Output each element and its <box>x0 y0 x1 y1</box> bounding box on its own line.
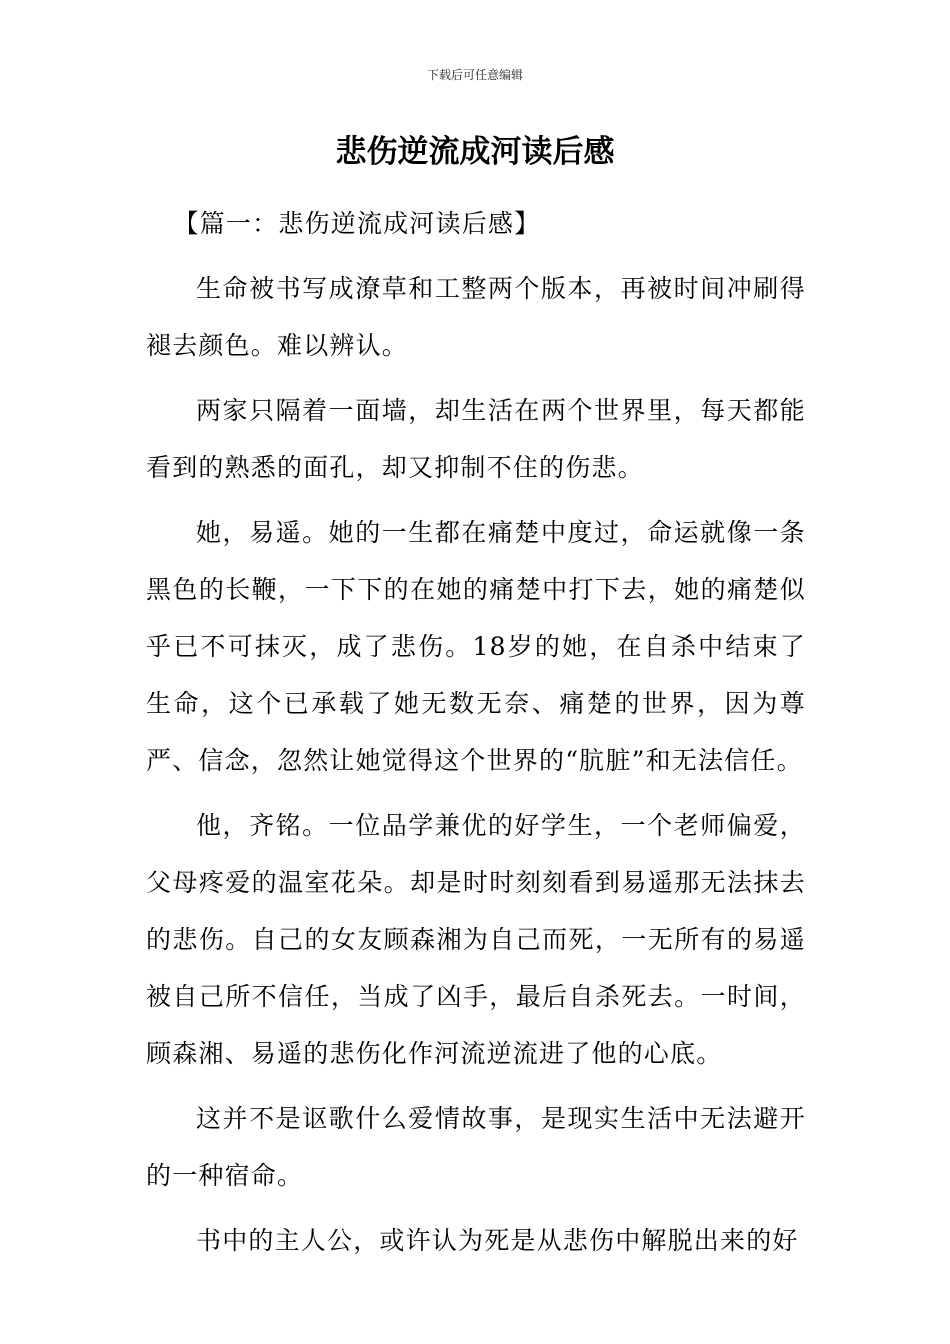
document-title: 悲伤逆流成河读后感 <box>335 134 615 170</box>
paragraph-3: 她，易遥。她的一生都在痛楚中度过，命运就像一条黑色的长鞭，一下下的在她的痛楚中打下去，她的痛楚似乎已不可抹灭，成了悲伤。18岁的她，在自杀中结束了生命，这个已承载了她无数无奈、痛楚的世界，因为尊严、信念，忽然让她觉得这个世界的“肮脏”和无法信任。 <box>146 518 806 775</box>
document-body <box>146 195 806 1277</box>
paragraph-6: 书中的主人公，或许认为死是从悲伤中解脱出来的好 <box>196 1226 799 1255</box>
paragraph-5: 这并不是讴歌什么爱情故事，是现实生活中无法避开的一种宿命。 <box>146 1104 806 1190</box>
header-note: 下载后可任意编辑 <box>426 68 523 82</box>
paragraph-4: 他，齐铭。一位品学兼优的好学生，一个老师偏爱，父母疼爱的温室花朵。却是时时刻刻看到易遥那无法抹去的悲伤。自己的女友顾森湘为自己而死，一无所有的易遥被自己所不信任，当成了凶手，最后自杀死去。一时间，顾森湘、易遥的悲伤化作河流逆流进了他的心底。 <box>146 811 806 1068</box>
paragraph-2: 两家只隔着一面墙，却生活在两个世界里，每天都能看到的熟悉的面孔，却又抑制不住的伤悲。 <box>146 396 806 482</box>
paragraph-1: 生命被书写成潦草和工整两个版本，再被时间冲刷得褪去颜色。难以辨认。 <box>146 274 806 360</box>
section-heading: 【篇一：悲伤逆流成河读后感】 <box>173 209 541 238</box>
